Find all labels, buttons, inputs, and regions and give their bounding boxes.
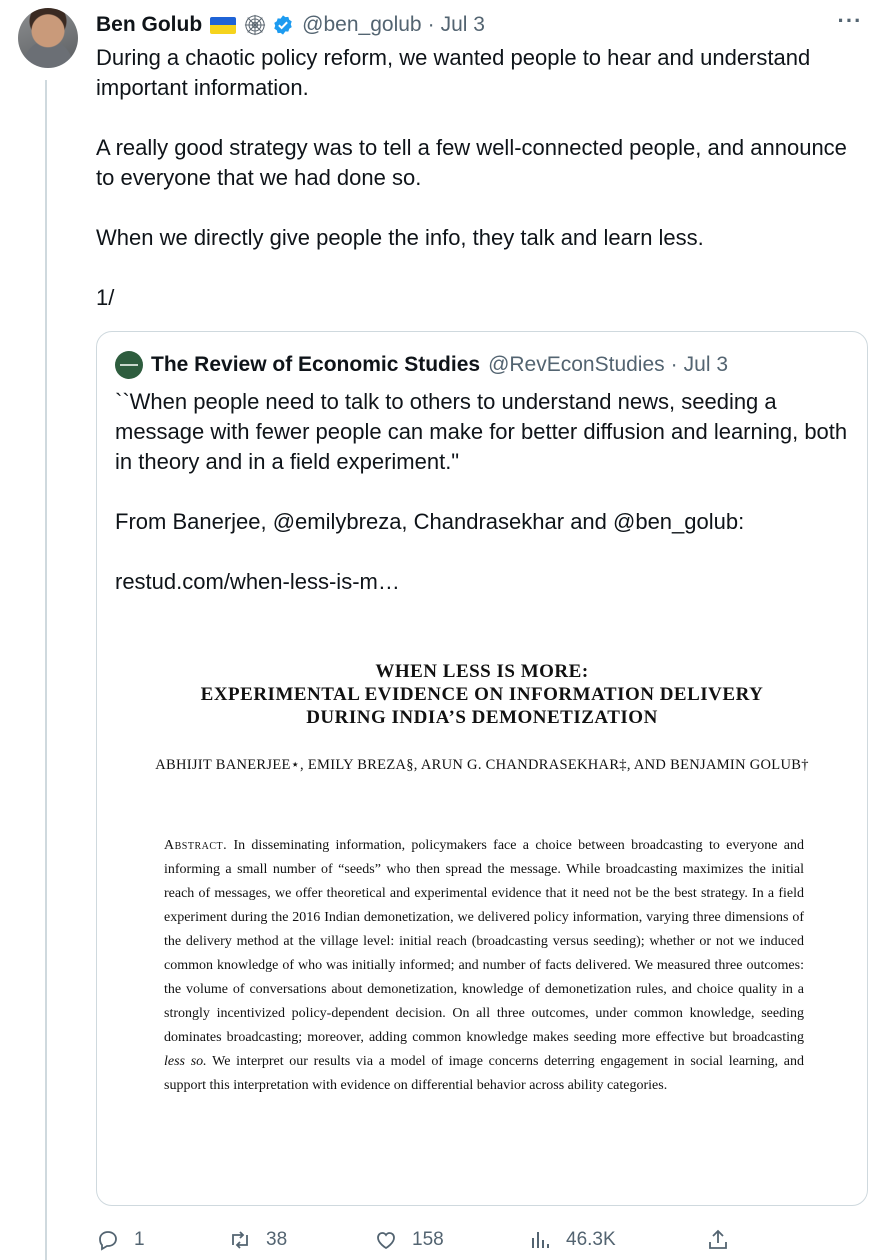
tweet-paragraph: When we directly give people the info, they talk and learn less.: [96, 225, 704, 250]
quote-date[interactable]: Jul 3: [683, 353, 729, 376]
separator-dot: ·: [670, 353, 678, 376]
tweet-text: [96, 43, 866, 343]
thread-line: [45, 80, 47, 1260]
views-count: 46.3K: [566, 1229, 616, 1250]
retweet-button[interactable]: [228, 1222, 287, 1258]
author-avatar[interactable]: [18, 8, 78, 68]
abstract-text: In disseminating information, policymakers face a choice between broadcasting to everyone and informing a small number of “seeds” who then spread the message. While broadcasting maximizes the initial reach of messages, we offer theoretical and experimental evidence that it need not be the best strategy. In a field experiment during the 2016 Indian demonetization, we delivered policy information, varying three dimensions of the delivery method at the village level: initial reach (broadcasting versus seeding); whether or not we induced common knowledge of who was initially informed; and number of facts delivered. We measured three outcomes: the volume of conversations about demonetization, knowledge of demonetization rules, and choice quality in a strongly incentivized policy-dependent decision. On all three outcomes, under common knowledge, seeding dominates broadcasting; moreover, adding common knowledge makes seeding more effective but broadcasting: [164, 838, 805, 1045]
quote-paragraph: ``When people need to talk to others to understand news, seeding a message with fewer people can make for better diffusion and learning, both in theory and in a field experiment.": [115, 389, 848, 474]
paper-authors: ABHIJIT BANERJEE⋆, EMILY BREZA§, ARUN G. CHANDRASEKHAR‡, AND BENJAMIN GOLUB†: [155, 757, 809, 773]
reply-button[interactable]: [96, 1222, 145, 1258]
share-icon: [706, 1228, 730, 1252]
reply-icon: [96, 1228, 120, 1252]
author-handle[interactable]: @ben_golub: [302, 13, 422, 36]
abstract-emphasis: less so.: [164, 1054, 207, 1069]
quote-avatar[interactable]: [115, 351, 143, 379]
retweet-count: 38: [266, 1229, 288, 1250]
quote-text: [115, 387, 855, 627]
paper-image[interactable]: [97, 632, 867, 1192]
paper-abstract: [164, 834, 804, 1098]
tweet-paragraph: 1/: [96, 285, 115, 310]
paper-title-line: DURING INDIA’S DEMONETIZATION: [306, 707, 658, 728]
reply-count: 1: [134, 1229, 145, 1250]
verified-badge-icon[interactable]: [272, 14, 294, 36]
paper-title: [97, 660, 867, 729]
quote-author-name[interactable]: The Review of Economic Studies: [151, 353, 481, 376]
paper-title-line: EXPERIMENTAL EVIDENCE ON INFORMATION DELIVERY: [200, 684, 764, 705]
quote-handle[interactable]: @RevEconStudies: [488, 353, 665, 376]
action-bar: [96, 1222, 866, 1258]
heart-icon: [374, 1228, 398, 1252]
like-count: 158: [412, 1229, 444, 1250]
more-options-icon[interactable]: ···: [837, 8, 863, 33]
quote-paragraph: From Banerjee, @emilybreza, Chandrasekhar and @ben_golub:: [115, 509, 745, 534]
tweet-paragraph: A really good strategy was to tell a few well-connected people, and announce to everyone that we had done so.: [96, 135, 847, 190]
ukraine-flag-icon: [210, 17, 236, 34]
paper-title-line: WHEN LESS IS MORE:: [375, 661, 589, 682]
views-icon: [528, 1228, 552, 1252]
abstract-label: Abstract.: [164, 838, 228, 853]
retweet-icon: [228, 1228, 252, 1252]
quote-link[interactable]: restud.com/when-less-is-m…: [115, 569, 400, 594]
share-button[interactable]: [706, 1222, 730, 1258]
tweet-paragraph: During a chaotic policy reform, we wanted people to hear and understand important information.: [96, 45, 811, 100]
separator-dot: ·: [427, 13, 435, 36]
author-name[interactable]: Ben Golub: [96, 13, 203, 36]
quote-header: [115, 350, 728, 380]
tweet-header: [96, 10, 865, 40]
abstract-text: We interpret our results via a model of image concerns deterring engagement in social learning, and support this interpretation with evidence on differential behavior across ability categories.: [164, 1054, 805, 1093]
like-button[interactable]: [374, 1222, 444, 1258]
quoted-tweet[interactable]: [96, 331, 868, 1206]
spiderweb-icon: [244, 14, 266, 36]
tweet-date[interactable]: Jul 3: [440, 13, 485, 36]
views-button[interactable]: [528, 1222, 616, 1258]
